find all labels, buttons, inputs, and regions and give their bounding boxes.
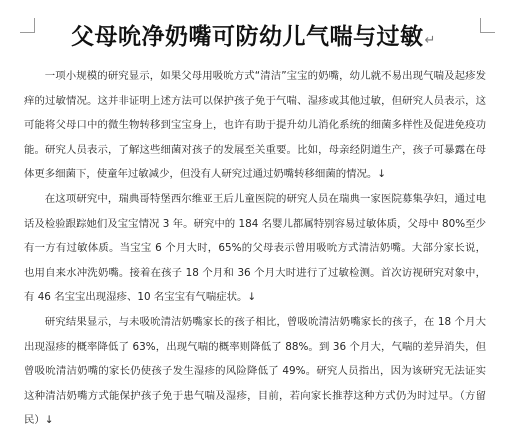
paragraph-1: 一项小规模的研究显示，如果父母用吸吮方式“清洁”宝宝的奶嘴，幼儿就不易出现气喘及起疹发痒的过敏情况。这并非证明上述方法可以保护孩子免于气喘、湿疹或其他过敏，但研究人员表示，这可能将父母口中的微生物转移到宝宝身上，也许有助于提升幼儿消化系统的细菌多样性及促进免疫功能。研究人员表示，了解这些细菌对孩子的发展至关重要。比如，母亲经阴道生产，孩子可暴露在母体更多细菌下，使童年过敏减少，但没有人研究过通过奶嘴转移细菌的情况。↓ — [24, 70, 486, 181]
paragraph-mark-icon: ↵ — [424, 33, 436, 48]
paragraph-2: 在这项研究中，瑞典哥特堡西尔维亚王后儿童医院的研究人员在瑞典一家医院募集孕妇，通过电话及检验跟踪她们及宝宝情况 3 年。研究中的 184 名婴儿都属特别容易过敏体质，父母中 80%至少有一方有过敏体质。当宝宝 6 个月大时，65%的父母表示曾用吸吮方式清洁奶嘴。大部分家长说，也用自来水冲洗奶嘴。接着在孩子 18 个月和 36 个月大时进行了过敏检测。首次访视研究对象中，有 46 名宝宝出现湿疹、10 名宝宝有气喘症状。↓ — [24, 192, 486, 304]
document-title-line — [0, 18, 507, 51]
document-body — [24, 64, 486, 433]
document-title: 父母吮净奶嘴可防幼儿气喘与过敏 — [71, 24, 424, 50]
paragraph-3: 研究结果显示，与未吸吮清洁奶嘴家长的孩子相比，曾吸吮清洁奶嘴家长的孩子，在 18 个月大出现湿疹的概率降低了 63%，出现气喘的概率则降低了 88%。到 36 个月大，气喘的差异消失，但曾吸吮清洁奶嘴的家长仍使孩子发生湿疹的风险降低了 49%。研究人员指出，因为该研究无法证实这种清洁奶嘴方式能保护孩子免于患气喘及湿疹，目前，若向家长推荐这种方式仍为时过早。（方留民）↓ — [24, 315, 486, 427]
